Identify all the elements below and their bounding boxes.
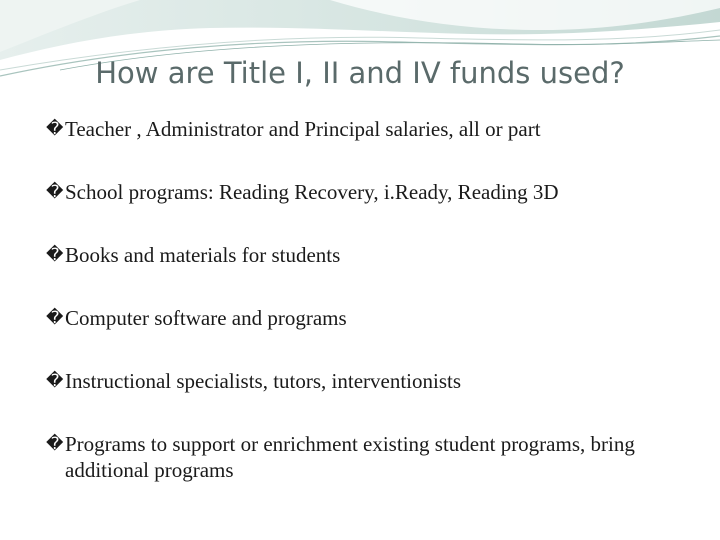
bullet-marker-icon: � (46, 434, 64, 454)
bullet-marker-icon: � (46, 308, 64, 328)
list-item (46, 368, 706, 394)
bullet-marker-icon: � (46, 371, 64, 391)
slide-title: How are Title I, II and IV funds used? (95, 56, 625, 90)
bullet-text: Instructional specialists, tutors, interventionists (65, 369, 462, 393)
bullet-marker-icon: � (46, 182, 64, 202)
bullet-text: Computer software and programs (65, 306, 347, 330)
list-item (46, 242, 706, 268)
bullet-list (46, 116, 706, 483)
list-item (46, 431, 706, 483)
bullet-text: Teacher , Administrator and Principal salaries, all or part (65, 117, 541, 141)
bullet-marker-icon: � (46, 245, 64, 265)
bullet-marker-icon: � (46, 119, 64, 139)
bullet-text: School programs: Reading Recovery, i.Ready, Reading 3D (65, 180, 559, 204)
bullet-text: Programs to support or enrichment existing student programs, bring additional programs (65, 432, 635, 482)
bullet-text: Books and materials for students (65, 243, 341, 267)
list-item (46, 116, 706, 142)
list-item (46, 305, 706, 331)
list-item (46, 179, 706, 205)
